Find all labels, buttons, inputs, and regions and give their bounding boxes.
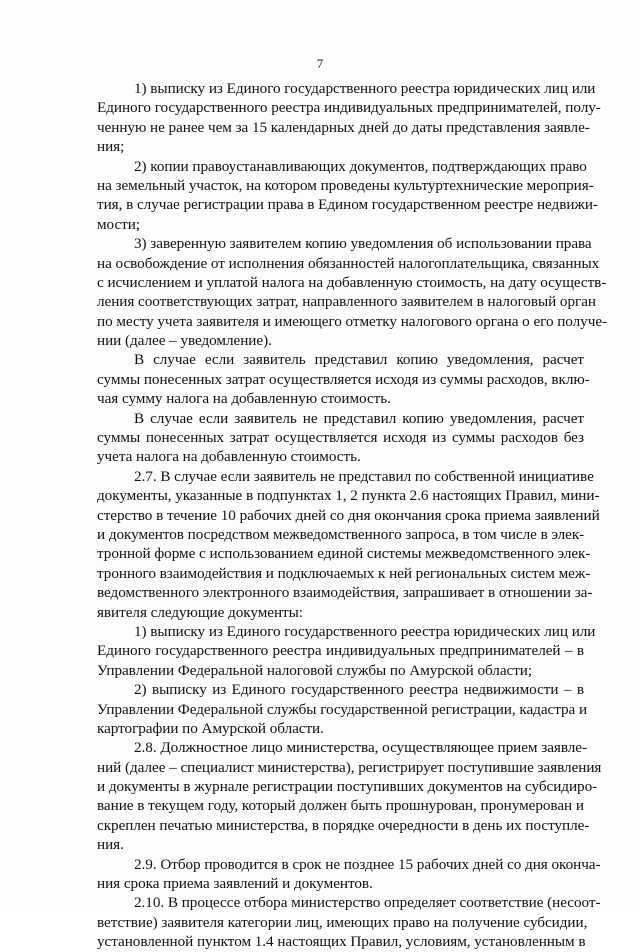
text-line: на освобождение от исполнения обязанностей налогоплательщика, связанных	[97, 254, 600, 272]
paragraph-item-2-land-rights	[97, 157, 598, 235]
text-line: ния.	[97, 836, 124, 854]
text-line: чая сумму налога на добавленную стоимость.	[97, 390, 391, 408]
paragraph-request-item-1	[97, 622, 596, 680]
text-line: документы, указанные в подпунктах 1, 2 пункта 2.6 настоящих Правил, мини-	[97, 487, 600, 505]
text-line: ления соответствующих затрат, направленного заявителем в налоговый орган	[97, 293, 596, 311]
text-line: тия, в случае регистрации права в Едином государственном реестре недвижи-	[97, 196, 598, 214]
paragraph-vat-excluded	[97, 409, 584, 467]
text-line: 2.8. Должностное лицо министерства, осуществляющее прием заявле-	[134, 739, 587, 757]
text-line: ведомственного электронного взаимодействия, запрашивает в отношении за-	[97, 584, 593, 602]
text-line: стерство в течение 10 рабочих дней со дня окончания срока приема заявлений	[97, 506, 600, 524]
text-line: установленной пунктом 1.4 настоящих Правил, условиям, установленным в	[97, 933, 586, 951]
text-line: ний (далее – специалист министерства), регистрирует поступившие заявления	[97, 758, 602, 776]
text-line: 1) выписку из Единого государственного реестра юридических лиц или	[134, 622, 596, 640]
text-line: и документов посредством межведомственного запроса, в том числе в элек-	[97, 525, 585, 543]
text-line: 1) выписку из Единого государственного реестра юридических лиц или	[134, 80, 596, 97]
text-line: 2) выписку из Единого государственного реестра недвижимости – в	[134, 681, 584, 699]
text-line: В случае если заявитель не представил копию уведомления, расчет	[134, 409, 584, 427]
text-line: на земельный участок, на котором проведены культуртехнические мероприя-	[97, 176, 594, 194]
text-line: Единого государственного реестра индивидуальных предпринимателей – в	[97, 642, 584, 660]
text-line: суммы понесенных затрат осуществляется исходя из суммы расходов без	[97, 429, 584, 447]
paragraph-vat-included	[97, 350, 590, 408]
text-line: Единого государственного реестра индивидуальных предпринимателей, полу-	[97, 99, 601, 117]
text-line: учета налога на добавленную стоимость.	[97, 448, 361, 466]
paragraph-clause-2-9	[97, 855, 601, 894]
document-body	[97, 79, 608, 952]
text-line: В случае если заявитель представил копию уведомления, расчет	[134, 351, 584, 369]
text-line: нии (далее – уведомление).	[97, 332, 272, 350]
paragraph-clause-2-10	[97, 893, 601, 951]
text-line: мости;	[97, 215, 141, 233]
text-line: вание в текущем году, который должен быть прошнурован, пронумерован и	[97, 797, 584, 815]
text-line: ченную не ранее чем за 15 календарных дней до даты представления заявле-	[97, 118, 590, 136]
page-number: 7	[316, 57, 324, 71]
text-line: ния срока приема заявлений и документов.	[97, 875, 373, 893]
text-line: и документы в журнале регистрации поступивших документов на субсидиро-	[97, 778, 598, 796]
text-line: тронной форме с использованием единой системы межведомственного элек-	[97, 545, 591, 563]
paragraph-clause-2-7	[97, 467, 600, 622]
text-line: картографии по Амурской области.	[97, 719, 324, 737]
text-line: тронного взаимодействия и подключаемых к ней региональных систем меж-	[97, 564, 591, 582]
text-line: 2.7. В случае если заявитель не представил по собственной инициативе	[134, 467, 594, 485]
text-line: скреплен печатью министерства, в порядке очередности в день их поступле-	[97, 816, 590, 834]
text-line: Управлении Федеральной службы государственной регистрации, кадастра и	[97, 700, 588, 718]
paragraph-item-3-notification-copy	[97, 234, 608, 350]
text-line: по месту учета заявителя и имеющего отметку налогового органа о его получе-	[97, 312, 608, 330]
text-line: ния;	[97, 138, 125, 156]
text-line: с исчислением и уплатой налога на добавленную стоимость, на дату осуществ-	[97, 273, 607, 291]
text-line: 2) копии правоустанавливающих документов, подтверждающих право	[134, 157, 587, 175]
text-line: ветствие) заявителя категории лиц, имеющих право на получение субсидии,	[97, 913, 588, 931]
paragraph-item-1-egrul-extract	[97, 79, 601, 157]
text-line: суммы понесенных затрат осуществляется исходя из суммы расходов, вклю-	[97, 370, 590, 388]
paragraph-clause-2-8	[97, 738, 602, 854]
text-line: явителя следующие документы:	[97, 603, 303, 621]
text-line: 3) заверенную заявителем копию уведомления об использовании права	[134, 235, 592, 253]
paragraph-request-item-2	[97, 680, 588, 738]
text-line: 2.10. В процессе отбора министерство определяет соответствие (несоот-	[134, 894, 601, 912]
text-line: 2.9. Отбор проводится в срок не позднее 15 рабочих дней со дня оконча-	[134, 855, 601, 873]
text-line: Управлении Федеральной налоговой службы по Амурской области;	[97, 661, 533, 679]
